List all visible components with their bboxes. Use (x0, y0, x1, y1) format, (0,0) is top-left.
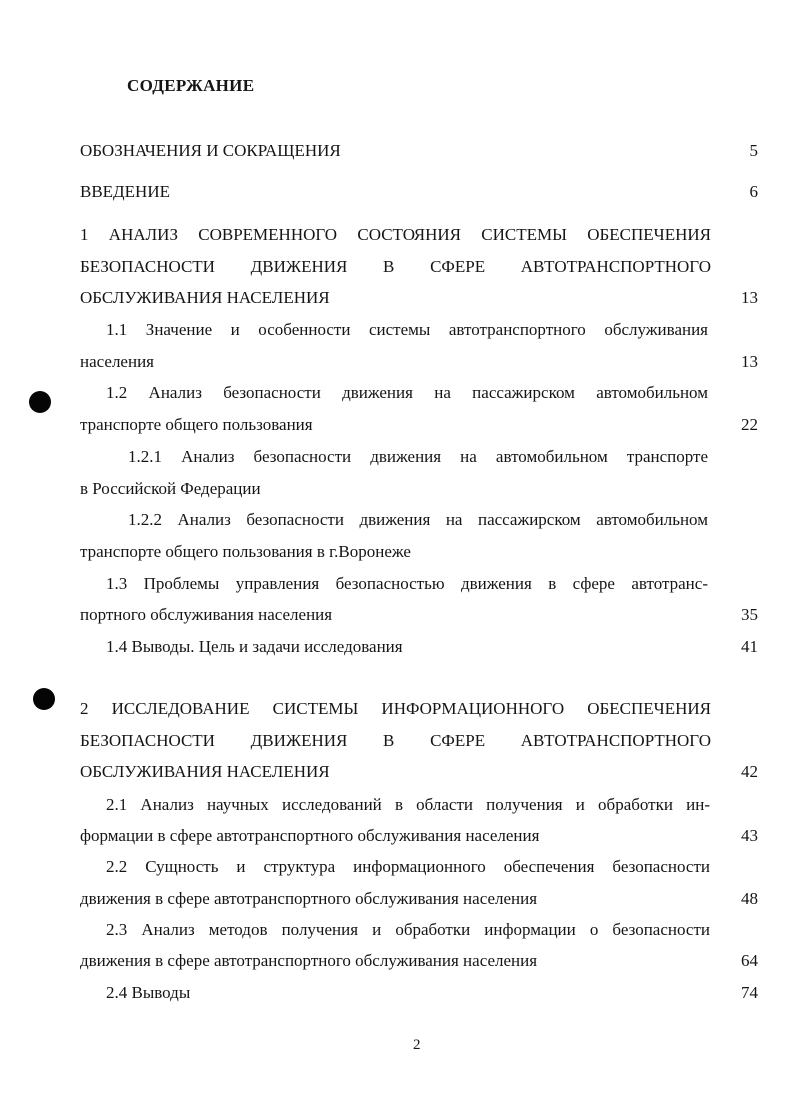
toc-entry-line: транспорте общего пользования (80, 415, 313, 434)
toc-entry-line: формации в сфере автотранспортного обслуживания населения (80, 826, 540, 845)
toc-page-number: 6 (749, 182, 758, 201)
toc-page-number: 43 (741, 826, 758, 845)
toc-page-number: 13 (741, 288, 758, 307)
toc-entry-line: БЕЗОПАСНОСТИ ДВИЖЕНИЯ В СФЕРЕ АВТОТРАНСПОРТНОГО (80, 731, 711, 750)
toc-entry-line: 1.2.1 Анализ безопасности движения на автомобильном транспорте (128, 447, 708, 466)
page-title: СОДЕРЖАНИЕ (127, 76, 255, 95)
toc-entry-line: ОБСЛУЖИВАНИЯ НАСЕЛЕНИЯ (80, 762, 330, 781)
toc-page-number: 22 (741, 415, 758, 434)
toc-entry-line: 2 ИССЛЕДОВАНИЕ СИСТЕМЫ ИНФОРМАЦИОННОГО ОБЕСПЕЧЕНИЯ (80, 699, 711, 718)
toc-entry-line: портного обслуживания населения (80, 605, 333, 624)
toc-page-number: 42 (741, 762, 758, 781)
toc-entry-line: ОБСЛУЖИВАНИЯ НАСЕЛЕНИЯ (80, 288, 330, 307)
toc-entry-line: 1.2 Анализ безопасности движения на пассажирском автомобильном (106, 383, 708, 402)
toc-entry-line: 2.1 Анализ научных исследований в области получения и обработки ин- (106, 795, 710, 814)
toc-entry-line: движения в сфере автотранспортного обслуживания населения (80, 951, 538, 970)
toc-page-number: 64 (741, 951, 758, 970)
toc-page-number: 5 (749, 141, 758, 160)
page-number: 2 (413, 1037, 421, 1053)
toc-page-number: 48 (741, 889, 758, 908)
toc-entry-line: 2.2 Сущность и структура информационного обеспечения безопасности (106, 857, 710, 876)
toc-entry-line: БЕЗОПАСНОСТИ ДВИЖЕНИЯ В СФЕРЕ АВТОТРАНСПОРТНОГО (80, 257, 711, 276)
toc-entry-line: 1 АНАЛИЗ СОВРЕМЕННОГО СОСТОЯНИЯ СИСТЕМЫ ОБЕСПЕЧЕНИЯ (80, 225, 711, 244)
toc-page-number: 35 (741, 605, 758, 624)
toc-page-number: 74 (741, 983, 758, 1002)
toc-entry-line: 1.4 Выводы. Цель и задачи исследования (106, 637, 403, 656)
toc-page-number: 41 (741, 637, 758, 656)
toc-entry-line: ОБОЗНАЧЕНИЯ И СОКРАЩЕНИЯ (80, 141, 341, 160)
toc-entry-line: 1.2.2 Анализ безопасности движения на пассажирском автомобильном (128, 510, 708, 529)
hole-punch-mark (33, 688, 55, 710)
toc-entry-line: 2.4 Выводы (106, 983, 191, 1002)
toc-entry-line: 2.3 Анализ методов получения и обработки информации о безопасности (106, 920, 710, 939)
hole-punch-mark (29, 391, 51, 413)
toc-entry-line: в Российской Федерации (80, 479, 261, 498)
toc-entry-line: ВВЕДЕНИЕ (80, 182, 170, 201)
toc-page-number: 13 (741, 352, 758, 371)
toc-entry-line: 1.1 Значение и особенности системы автотранспортного обслуживания (106, 320, 708, 339)
toc-entry-line: населения (80, 352, 154, 371)
toc-entry-line: движения в сфере автотранспортного обслуживания населения (80, 889, 538, 908)
toc-entry-line: 1.3 Проблемы управления безопасностью движения в сфере автотранс- (106, 574, 708, 593)
toc-entry-line: транспорте общего пользования в г.Воронеже (80, 542, 411, 561)
